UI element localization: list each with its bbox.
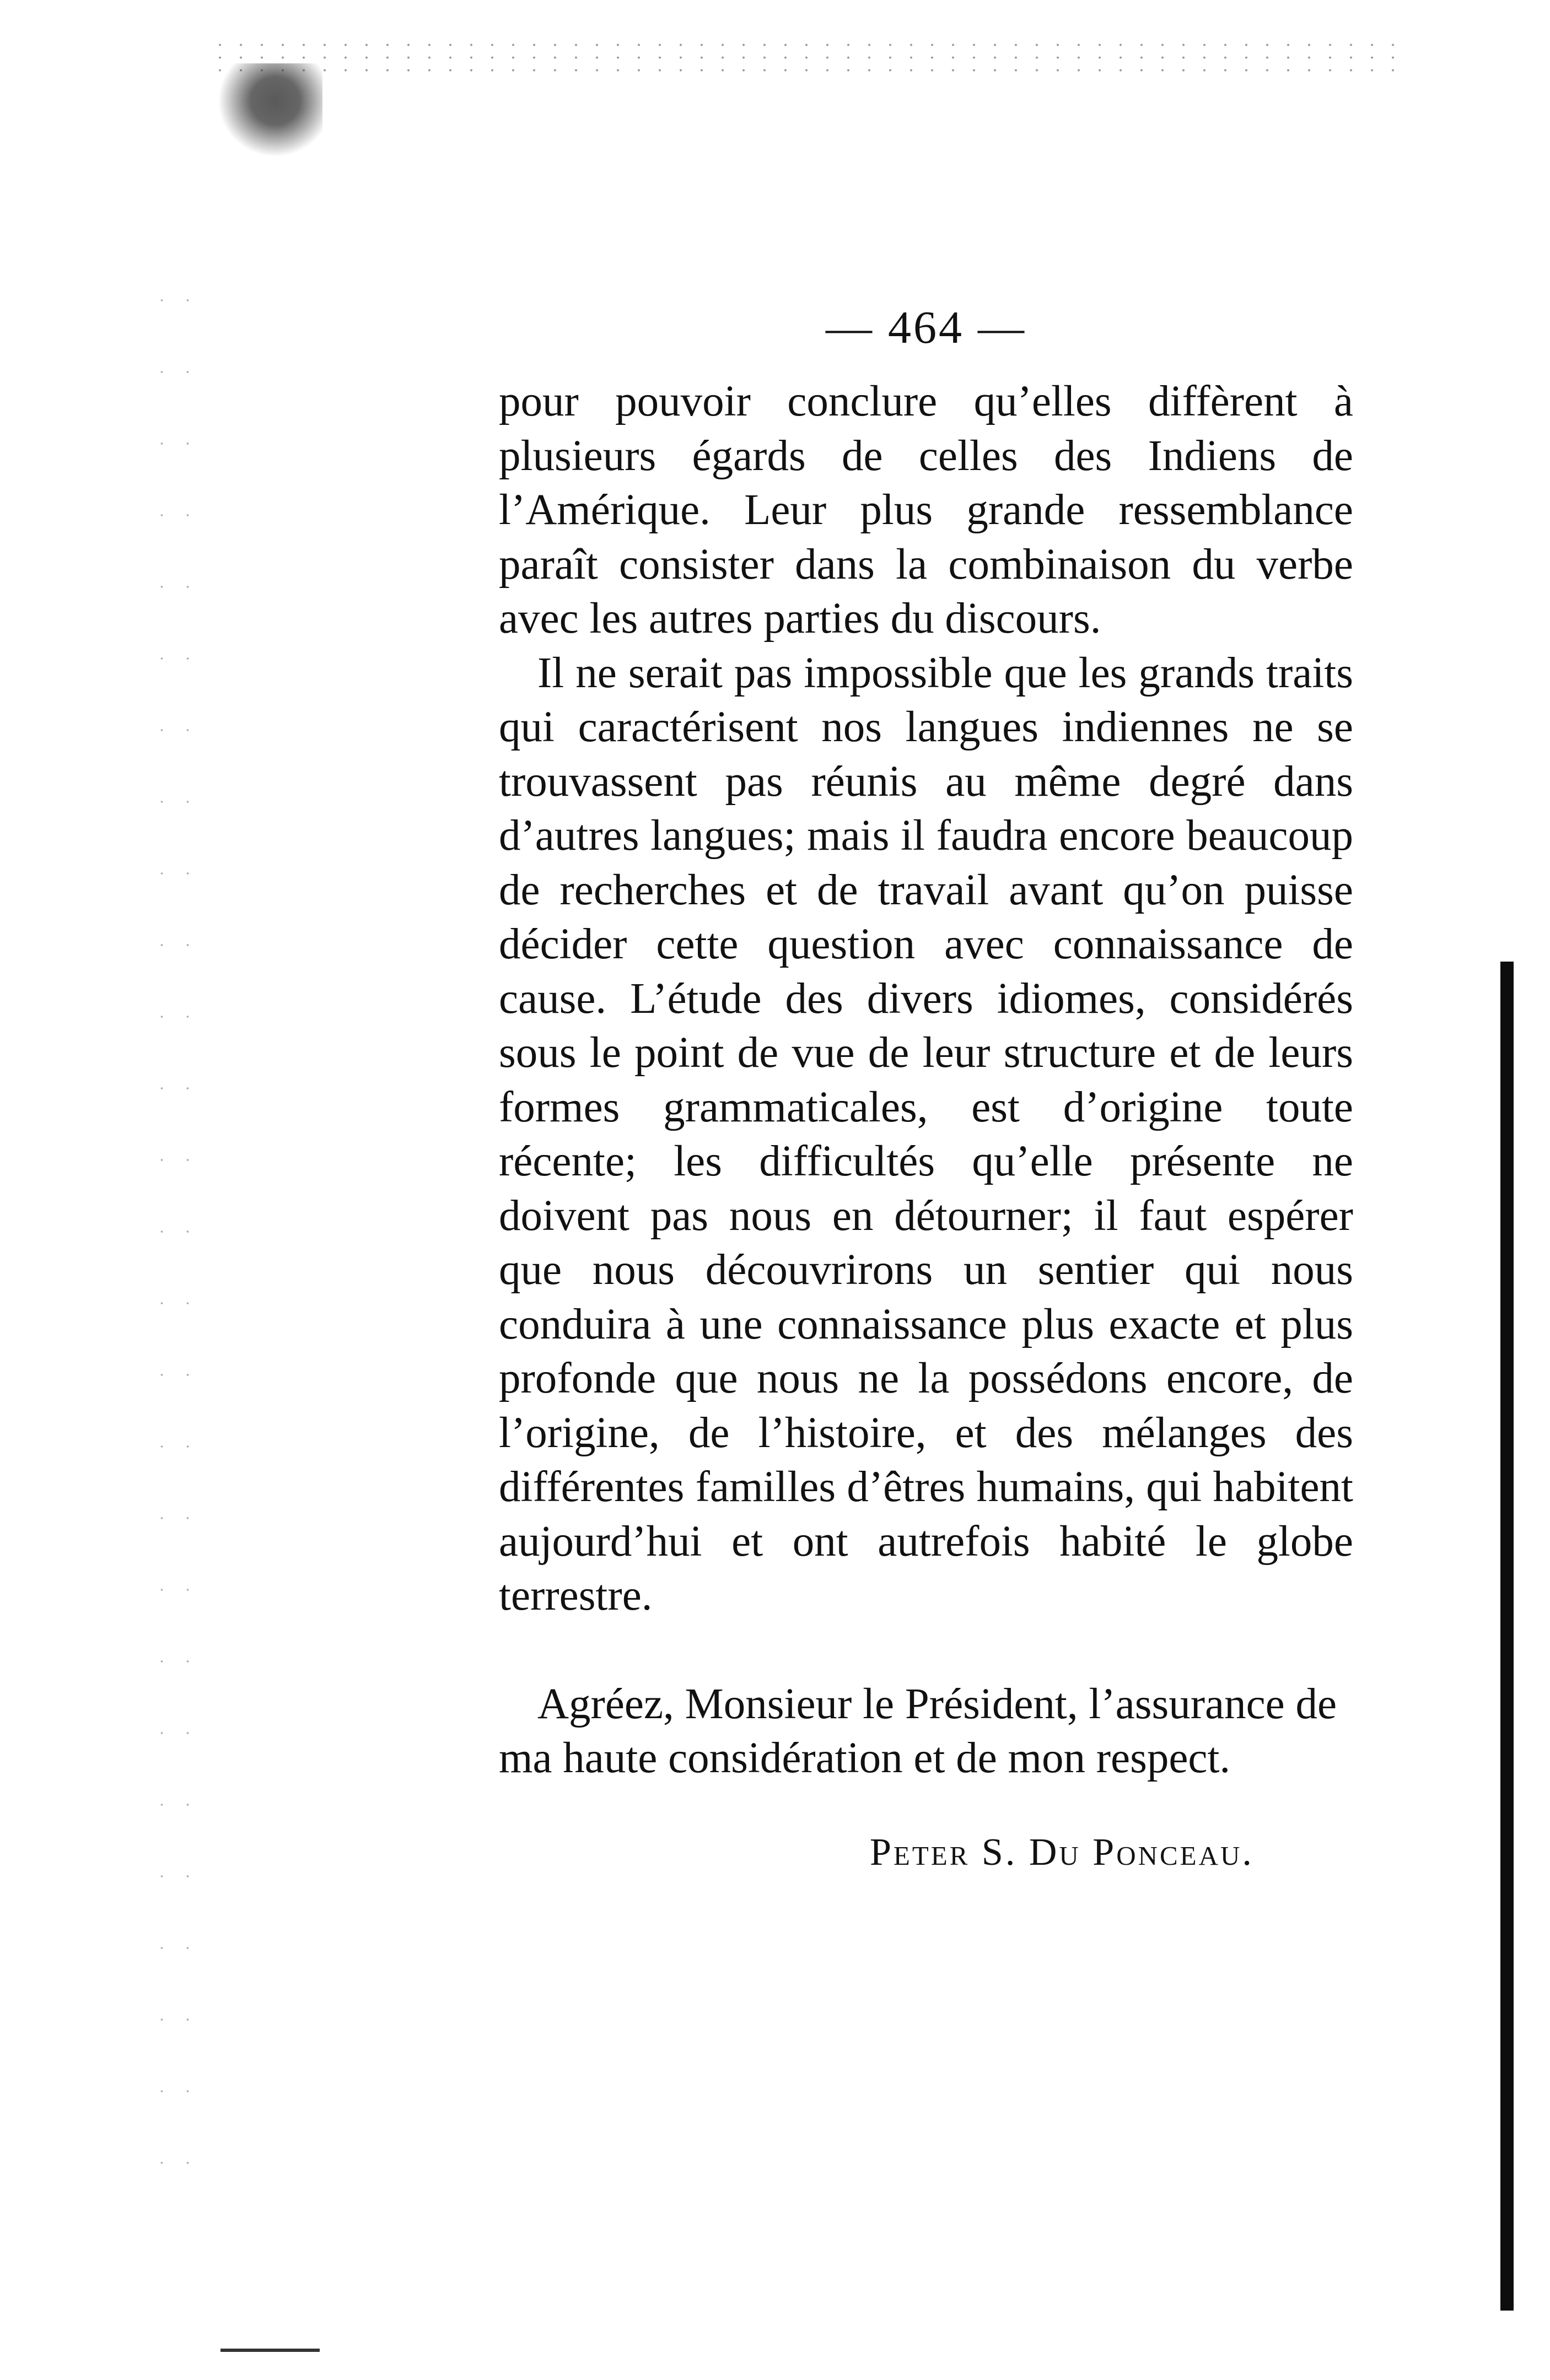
page-number: — 464 — (826, 302, 1026, 353)
scan-noise-top (209, 39, 1395, 77)
paragraph-continuation: pour pouvoir conclure qu’elles diffèrent à plusieurs égards de celles des Indiens de l’Amérique. Leur plus grande ressemblance paraît consister dans la combinaison du verbe avec les autres parties du discours. (499, 377, 1353, 643)
text-block (499, 375, 1353, 1880)
binding-shadow-bar (1500, 962, 1514, 2311)
ink-blot (218, 63, 322, 157)
paragraph-main: Il ne serait pas impossible que les grands traits qui caractérisent nos langues indiennes ne se trouvassent pas réunis au même degré dans d’autres langues; mais il faudra encore beaucoup de recherches et de travail avant qu’on puisse décider cette question avec connaissance de cause. L’étude des divers idiomes, considérés sous le point de vue de leur structure et de leurs formes grammaticales, est d’origine toute récente; les difficultés qu’elle présente ne doivent pas nous en détourner; il faut espérer que nous découvrirons un sentier qui nous conduira à une connaissance plus exacte et plus profonde que nous ne la possédons encore, de l’origine, de l’histoire, et des mélanges des différentes familles d’êtres humains, qui habitent aujourd’hui et ont autrefois habité le globe terrestre. (499, 649, 1353, 1620)
signature: Peter S. Du Ponceau. (870, 1831, 1254, 1874)
scan-noise-left-margin (149, 265, 198, 2193)
scan-mark-bottom (220, 2349, 320, 2352)
closing-salutation: Agréez, Monsieur le Président, l’assurance de ma haute considération et de mon respect. (499, 1680, 1337, 1782)
